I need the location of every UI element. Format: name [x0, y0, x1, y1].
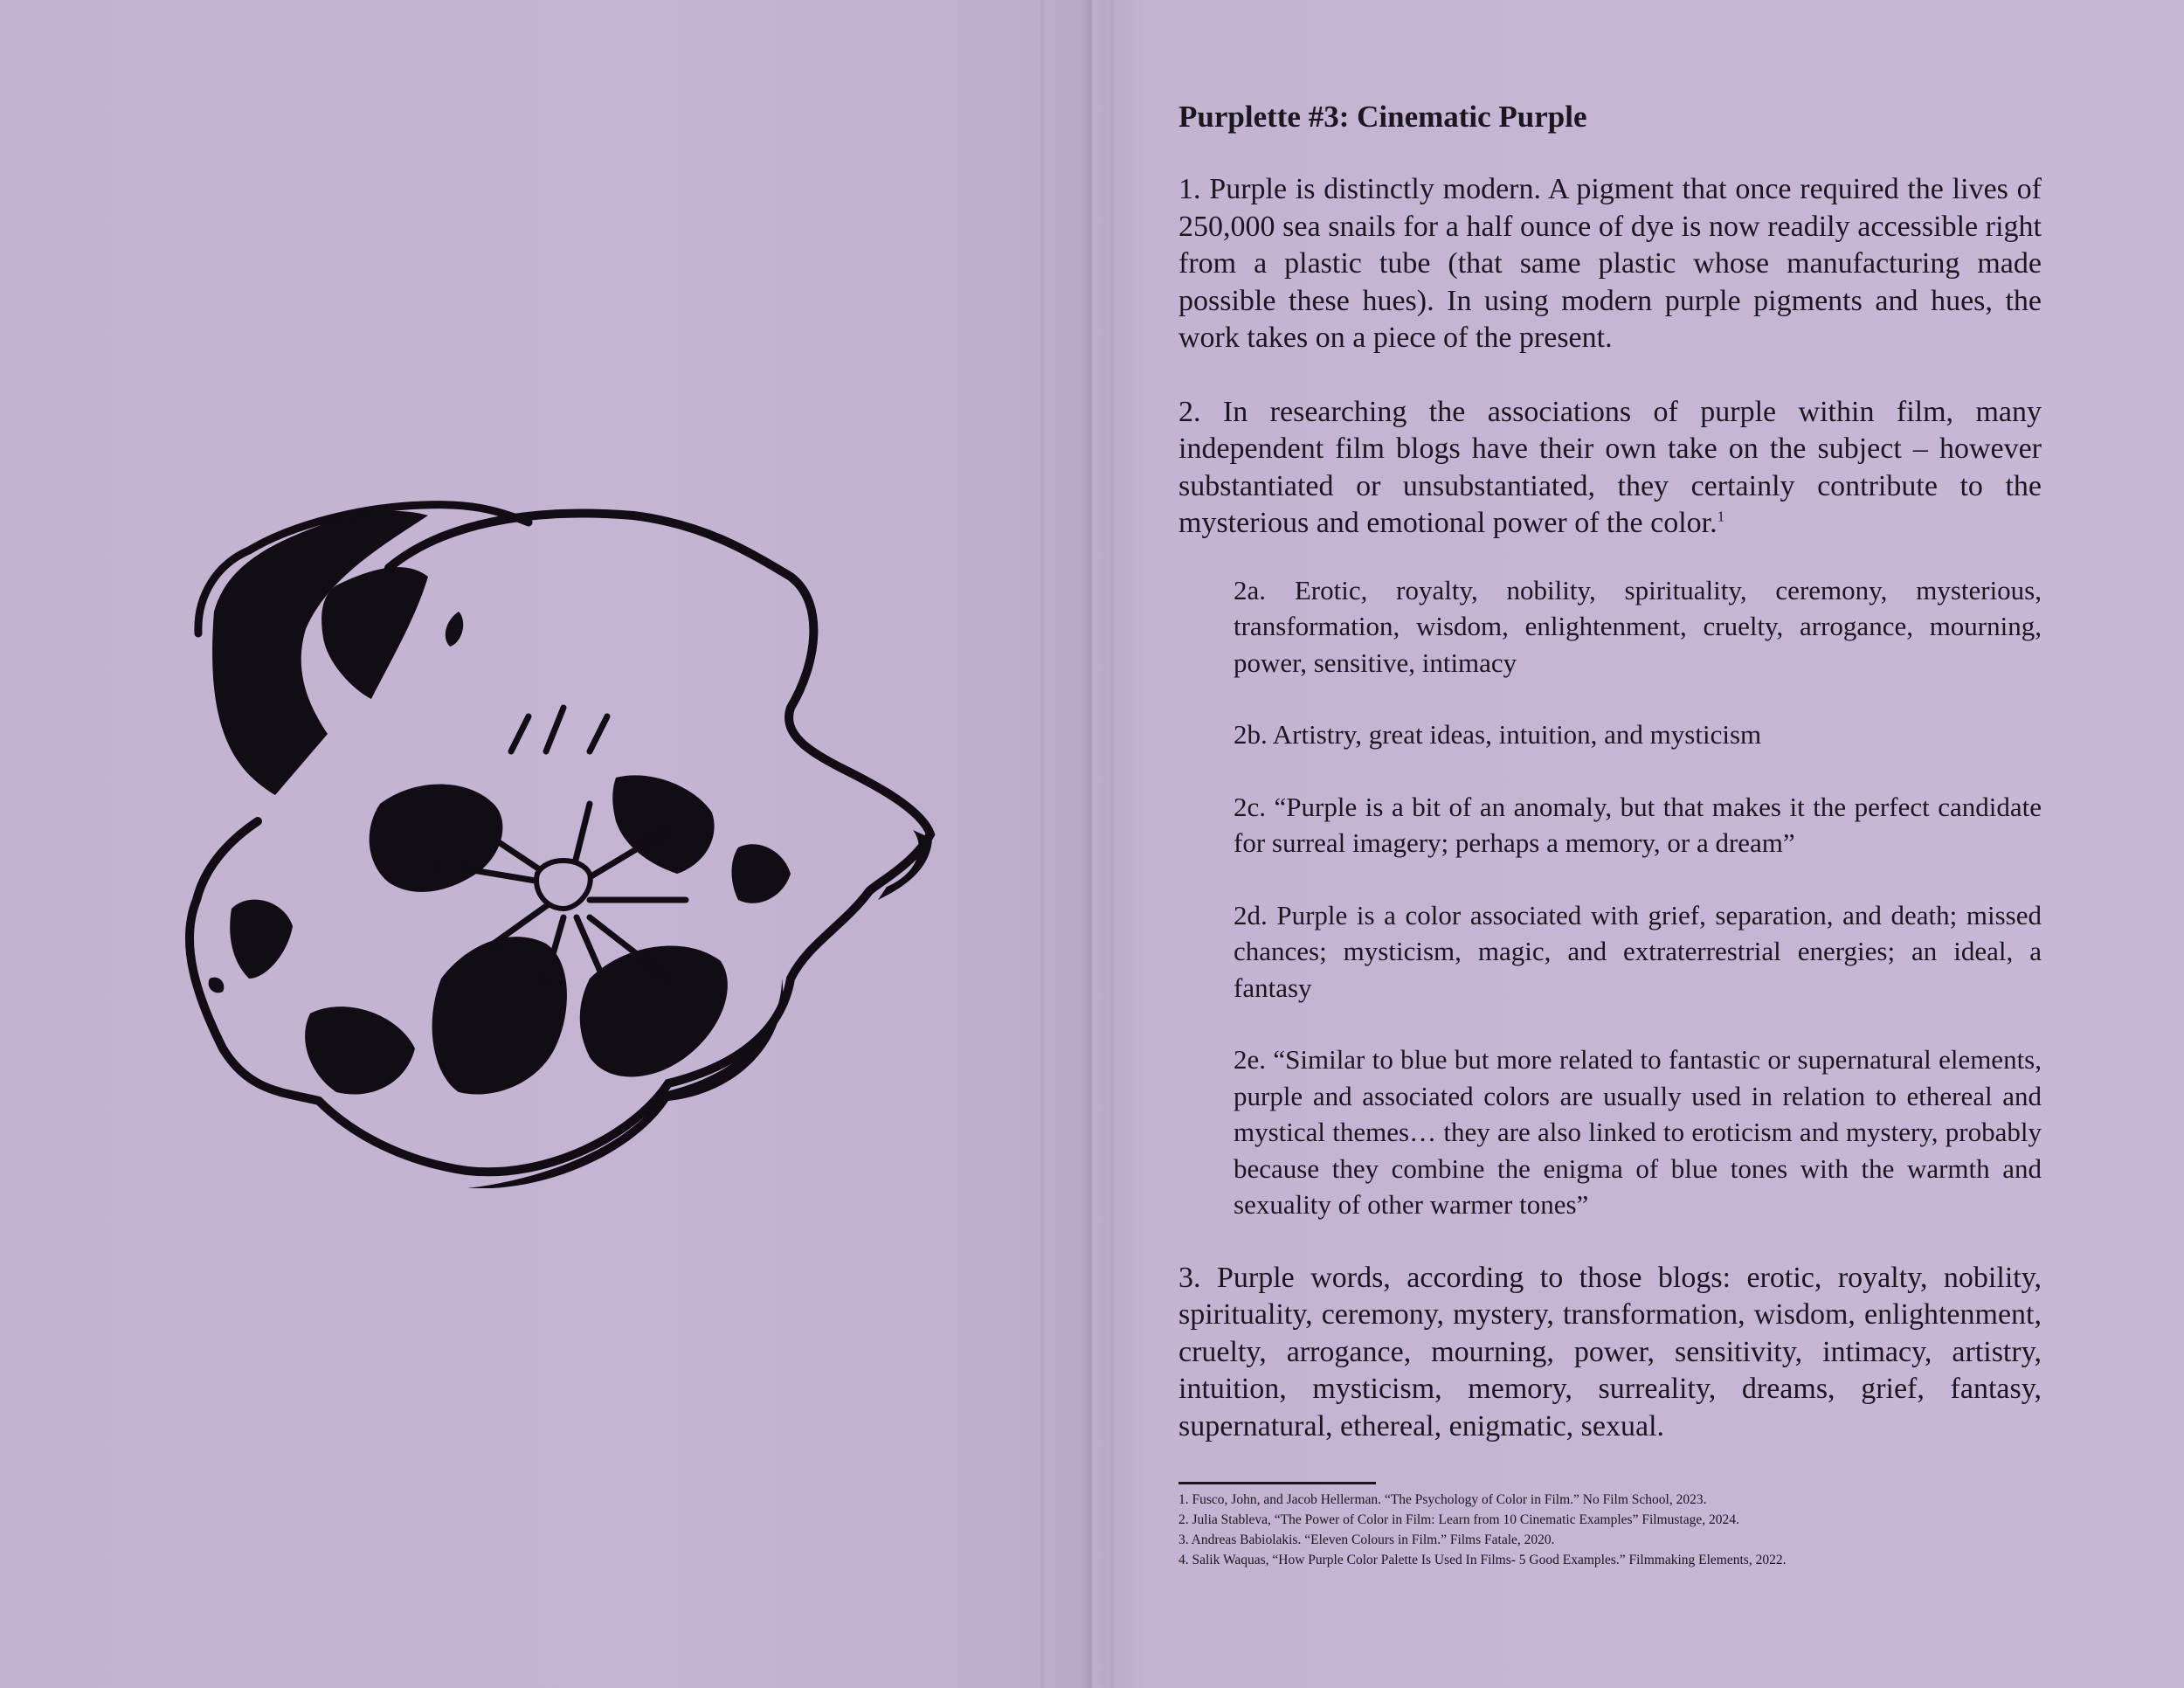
- page-crease: [1040, 0, 1045, 1688]
- paragraph-2: [1178, 394, 2042, 543]
- footnote-ref: 1: [1717, 508, 1725, 525]
- sub-item-2c: 2c. “Purple is a bit of an anomaly, but that makes it the perfect candidate for surreal imagery; perhaps a memory, or a dream”: [1234, 791, 2042, 858]
- center-blotch-3: [432, 937, 567, 1094]
- footnote-3: 3. Andreas Babiolakis. “Eleven Colours in Film.” Films Fatale, 2020.: [1178, 1532, 1555, 1547]
- footnotes: [1178, 1490, 2042, 1570]
- page-title: Purplette #3: Cinematic Purple: [1178, 100, 1587, 134]
- paragraph-2-text: 2. In researching the associations of purple within film, many independent film blogs have their own take on the subject – however substantiated or unsubstantiated, they certainly contribute to the mysterious and emotional power of the color.: [1178, 395, 2042, 539]
- footnote-2: 2. Julia Stableva, “The Power of Color in Film: Learn from 10 Cinematic Examples” Filmustage, 2024.: [1178, 1512, 1739, 1527]
- article: [1178, 98, 2042, 1570]
- sub-item-2a: 2a. Erotic, royalty, nobility, spirituality, ceremony, mysterious, transformation, wisdom, enlightenment, cruelty, arrogance, mourning, power, sensitive, intimacy: [1234, 574, 2042, 678]
- lower-left-blotch: [305, 1007, 415, 1094]
- top-blotch: [321, 567, 428, 699]
- book-gutter: [1080, 0, 1104, 1688]
- paragraph-3: 3. Purple words, according to those blogs: erotic, royalty, nobility, spirituality, ceremony, mystery, transformation, wisdom, enlightenment, cruelty, arrogance, mourning, power, sensitivity, intimacy, artistry, intuition, mysticism, memory, surreality, dreams, grief, fantasy, supernatural, ethereal, enigmatic, sexual.: [1178, 1261, 2042, 1442]
- left-edge-blotch: [230, 900, 293, 979]
- page-crease: [1109, 0, 1115, 1688]
- footnote-4: 4. Salik Waquas, “How Purple Color Palette Is Used In Films- 5 Good Examples.” Filmmaking Elements, 2022.: [1178, 1553, 1787, 1567]
- center-blotch-2: [612, 775, 714, 874]
- small-spot: [446, 612, 463, 647]
- pansy-flower-icon: [179, 489, 943, 1188]
- footnote-divider: [1178, 1482, 1376, 1484]
- right-edge-blotch: [732, 844, 791, 903]
- sub-item-2b: 2b. Artistry, great ideas, intuition, and mysticism: [1234, 719, 1762, 750]
- sub-item-2d: 2d. Purple is a color associated with grief, separation, and death; missed chances; mysticism, magic, and extraterrestrial energies; an ideal, a fantasy: [1234, 899, 2042, 1003]
- center-eye: [536, 861, 591, 909]
- left-edge-spot: [209, 978, 225, 993]
- paragraph-1: 1. Purple is distinctly modern. A pigment that once required the lives of 250,000 sea snails for a half ounce of dye is now readily accessible right from a plastic tube (that same plastic whose manufacturing made possible these hues). In using modern purple pigments and hues, the work takes on a piece of the present.: [1178, 173, 2042, 354]
- sub-item-2e: 2e. “Similar to blue but more related to fantastic or supernatural elements, purple and associated colors are usually used in relation to ethereal and mystical themes… they are also linked to eroticism and mystery, probably because they combine the enigma of blue tones with the warmth and sexuality of other warmer tones”: [1234, 1044, 2042, 1220]
- footnote-1: 1. Fusco, John, and Jacob Hellerman. “The Psychology of Color in Film.” No Film School, 2023.: [1178, 1492, 1707, 1507]
- center-blotch-1: [370, 785, 503, 892]
- sub-list: [1234, 572, 2042, 1223]
